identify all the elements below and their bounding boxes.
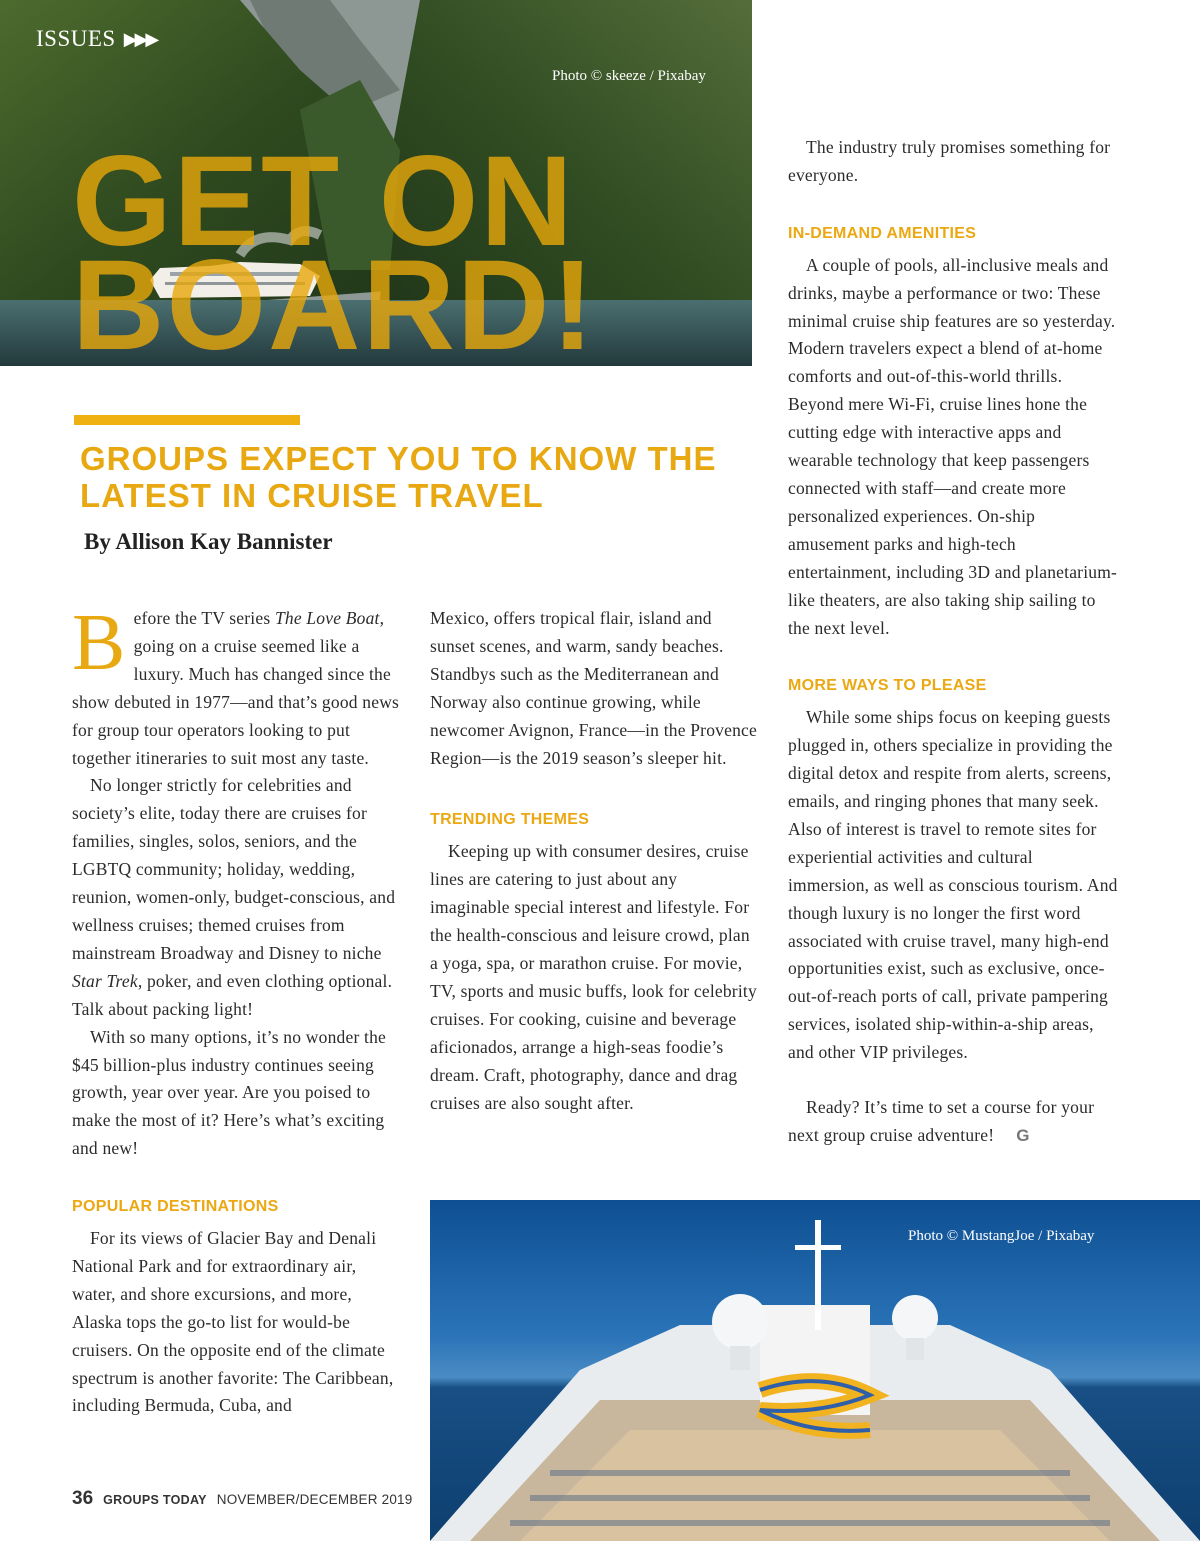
bottom-photo-credit: Photo © MustangJoe / Pixabay xyxy=(908,1228,1095,1244)
top-photo-credit: Photo © skeeze / Pixabay xyxy=(552,68,706,84)
article-column-2 xyxy=(430,605,760,1117)
headline-line-2: BOARD! xyxy=(72,234,596,377)
subhead xyxy=(80,440,720,514)
drop-cap: B xyxy=(72,599,126,687)
paragraph: Keeping up with consumer desires, cruise lines are catering to just about any imaginable special interest and lifestyle. For the health-conscious and leisure crowd, plan a yoga, spa, or marathon cruise. For movie, TV, sports and music buffs, look for celebrity cruises. For cooking, cuisine and beverage aficionados, arrange a high-seas foodie’s dream. Craft, photography, dance and drag cruises are also sought after. xyxy=(430,841,757,1113)
text-run: , going on a cruise seemed like a luxury. Much has changed since the show debuted in 1977—and that’s good news for group tour operators looking to put together itineraries to suit most any taste. xyxy=(72,608,400,768)
paragraph: A couple of pools, all-inclusive meals and drinks, maybe a performance or two: These minimal cruise ship features are so yesterday. Modern travelers expect a blend of at-home comforts and out-of-this-world thrills. Beyond mere Wi-Fi, cruise lines hone the cutting edge with interactive apps and wearable technology that keep passengers connected with staff—and create more personalized experiences. On-ship amusement parks and high-tech entertainment, including 3D and planetarium-like theaters, are also taking ship sailing to the next level. xyxy=(788,254,1118,638)
paragraph xyxy=(72,772,402,1023)
paragraph: With so many options, it’s no wonder the $45 billion-plus industry continues seeing growth, year over year. Are you poised to make the most of it? Here’s what’s exciting and new! xyxy=(72,1026,387,1159)
magazine-name: GROUPS TODAY xyxy=(103,1493,207,1507)
cruise-deck-photo-graphic xyxy=(430,1200,1200,1541)
page-number: 36 xyxy=(72,1488,94,1509)
accent-rule xyxy=(74,415,300,425)
section-heading: MORE WAYS TO PLEASE xyxy=(788,677,987,695)
text-run: , poker, and even clothing optional. Talk about packing light! xyxy=(72,970,393,1019)
headline-line-1: GET ON xyxy=(72,130,575,273)
paragraph: The industry truly promises something for everyone. xyxy=(788,137,1111,185)
triple-chevron-right-icon: ▶▶▶ xyxy=(123,28,157,49)
subhead-line-1: GROUPS EXPECT YOU TO KNOW THE xyxy=(80,440,717,477)
bottom-photo xyxy=(430,1200,1200,1541)
paragraph xyxy=(72,599,402,772)
section-heading: TRENDING THEMES xyxy=(430,811,590,829)
section-heading: POPULAR DESTINATIONS xyxy=(72,1198,279,1216)
section-tag-label: ISSUES xyxy=(36,26,116,51)
show-title: The Love Boat xyxy=(274,608,380,628)
paragraph: While some ships focus on keeping guests plugged in, others specialize in providing the digital detox and respite from alerts, screens, emails, and ringing phones that many seek. Also of interest is travel to remote sites for experiential activities and cultural immersion, as well as conscious tourism. And though luxury is no longer the first word associated with cruise travel, many high-end opportunities exist, such as exclusive, once-out-of-reach ports of call, private pampering services, isolated ship-within-a-ship areas, and other VIP privileges. xyxy=(788,707,1118,1063)
text-run: efore the TV series xyxy=(133,608,275,628)
text-run: No longer strictly for celebrities and society’s elite, today there are cruises for families, singles, solos, seniors, and the LGBTQ community; holiday, wedding, reunion, women-only, budget-conscious, and wellness cruises; themed cruises from mainstream Broadway and Disney to niche xyxy=(72,775,396,963)
paragraph: Mexico, offers tropical flair, island and sunset scenes, and warm, sandy beaches. Standbys such as the Mediterranean and Norway also continue growing, while newcomer Avignon, France—in the Provence Region—is the 2019 season’s sleeper hit. xyxy=(430,608,757,768)
article-column-1 xyxy=(72,599,402,1420)
section-tag xyxy=(36,26,156,52)
article-column-3 xyxy=(788,134,1118,1150)
section-heading: IN-DEMAND AMENITIES xyxy=(788,224,977,242)
headline xyxy=(72,130,712,377)
paragraph: For its views of Glacier Bay and Denali National Park and for extraordinary air, water, and shore excursions, and more, Alaska tops the go-to list for would-be cruisers. On the opposite end of the climate spectrum is another favorite: The Caribbean, including Bermuda, Cuba, and xyxy=(72,1228,394,1416)
text-run: Ready? It’s time to set a course for your next group cruise adventure! xyxy=(788,1097,1095,1145)
page-footer xyxy=(72,1488,412,1510)
paragraph xyxy=(788,1094,1118,1150)
subhead-line-2: LATEST IN CRUISE TRAVEL xyxy=(80,477,544,514)
show-title: Star Trek xyxy=(72,970,138,991)
byline: By Allison Kay Bannister xyxy=(84,529,333,554)
issue-date: NOVEMBER/DECEMBER 2019 xyxy=(216,1492,413,1507)
end-mark-icon: G xyxy=(1016,1126,1030,1145)
